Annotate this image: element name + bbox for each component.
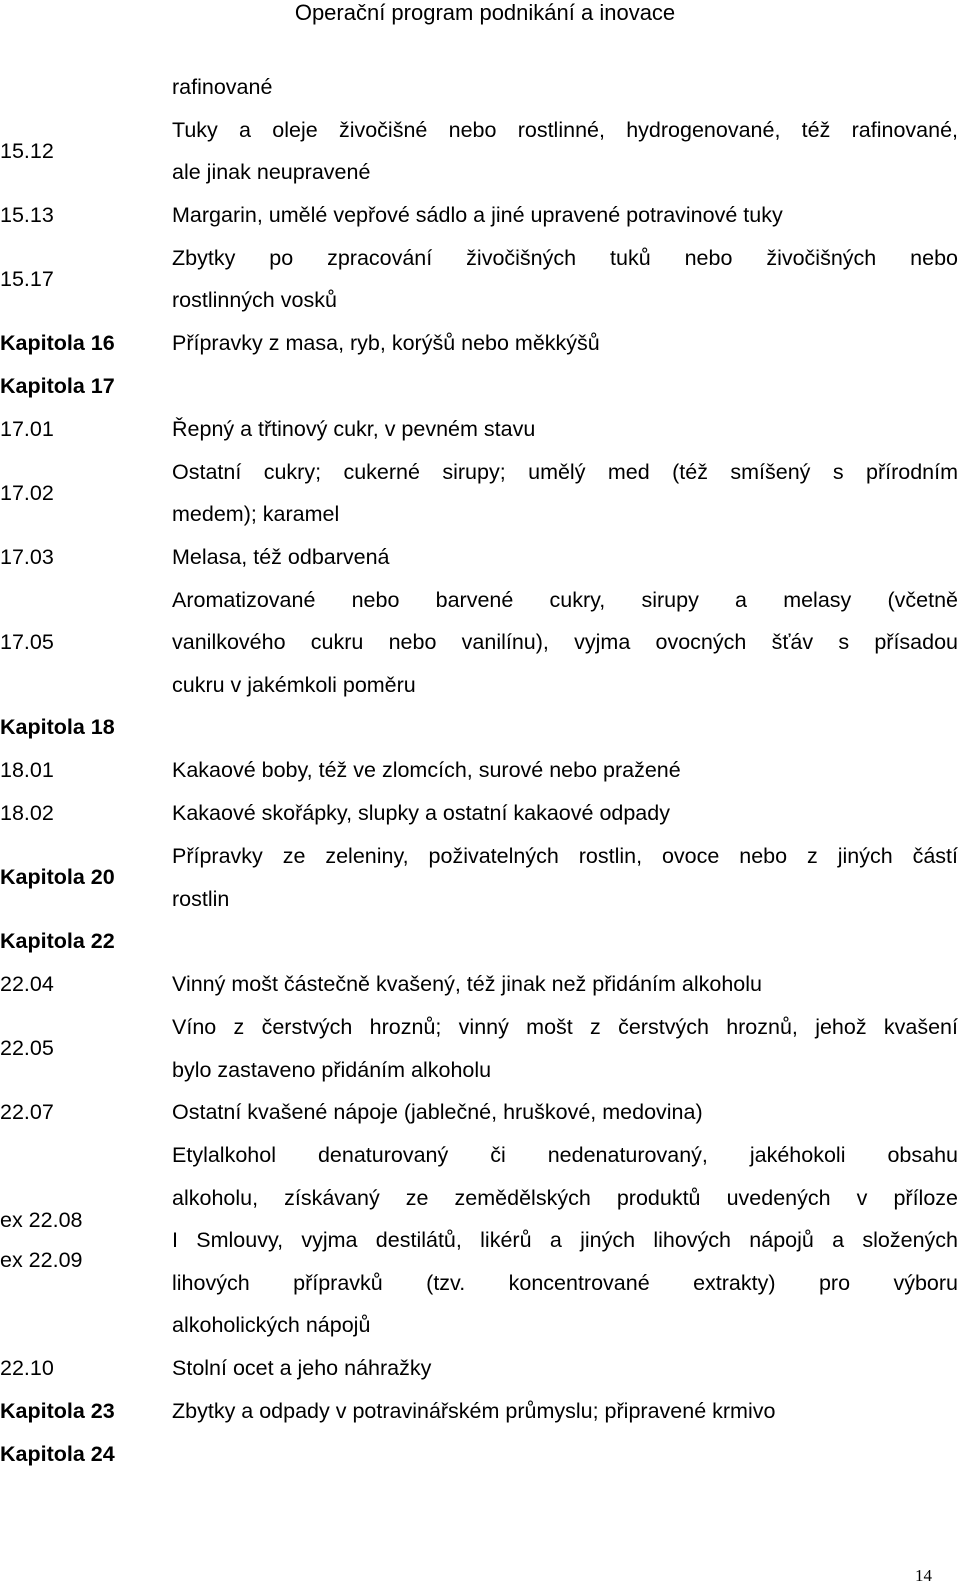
commodity-table — [0, 66, 958, 1476]
description-line: I Smlouvy, vyjma destilátů, likérů a jiných lihových nápojů a složených — [172, 1228, 958, 1252]
item-description — [172, 1347, 958, 1390]
item-description — [172, 322, 958, 365]
item-description — [172, 408, 958, 451]
item-description — [172, 579, 958, 707]
table-row — [0, 1091, 958, 1134]
description-line: alkoholických nápojů — [172, 1313, 371, 1337]
description-line: Kakaové skořápky, slupky a ostatní kakaové odpady — [172, 801, 670, 826]
item-code: 22.07 — [0, 1100, 54, 1124]
item-description — [172, 1390, 958, 1433]
item-description — [172, 835, 958, 920]
table-row — [0, 706, 958, 749]
table-row — [0, 1006, 958, 1091]
table-row — [0, 408, 958, 451]
item-code: 22.10 — [0, 1355, 54, 1380]
table-row — [0, 536, 958, 579]
description-line: Margarin, umělé vepřové sádlo a jiné upravené potravinové tuky — [172, 202, 783, 227]
commodity-table-body — [0, 66, 958, 1476]
description-line: Aromatizované nebo barvené cukry, sirupy a melasy (včetně — [172, 587, 958, 612]
page-header — [0, 0, 960, 26]
item-description — [172, 109, 958, 194]
table-row — [0, 322, 958, 365]
table-row — [0, 1390, 958, 1433]
description-line: cukru v jakémkoli poměru — [172, 672, 416, 697]
description-line: Zbytky a odpady v potravinářském průmyslu; připravené krmivo — [172, 1398, 776, 1423]
description-line: rostlin — [172, 886, 230, 911]
item-description — [172, 365, 958, 408]
item-description — [172, 1134, 958, 1347]
description-line: Zbytky po zpracování živočišných tuků nebo živočišných nebo — [172, 245, 958, 270]
table-row — [0, 1134, 958, 1347]
chapter-label: Kapitola 17 — [0, 373, 115, 398]
item-code-line: ex 22.08 — [0, 1208, 83, 1233]
description-line — [172, 1433, 958, 1476]
item-code: 15.13 — [0, 202, 54, 227]
table-row — [0, 365, 958, 408]
description-line: ale jinak neupravené — [172, 160, 371, 184]
item-description — [172, 1006, 958, 1091]
description-line: bylo zastaveno přidáním alkoholu — [172, 1057, 492, 1082]
chapter-label: Kapitola 20 — [0, 865, 115, 889]
description-line: Přípravky ze zeleniny, poživatelných rostlin, ovoce nebo z jiných částí — [172, 844, 958, 868]
table-row — [0, 451, 958, 536]
description-line: Tuky a oleje živočišné nebo rostlinné, hydrogenované, též rafinované, — [172, 117, 958, 142]
item-code: 17.01 — [0, 416, 54, 441]
description-line: Stolní ocet a jeho náhražky — [172, 1355, 432, 1380]
table-row — [0, 749, 958, 792]
table-row — [0, 579, 958, 707]
description-line: Kakaové boby, též ve zlomcích, surové nebo pražené — [172, 758, 681, 783]
table-row — [0, 792, 958, 835]
item-description — [172, 792, 958, 835]
table-row — [0, 963, 958, 1006]
item-description — [172, 194, 958, 237]
table-row — [0, 1433, 958, 1476]
table-row — [0, 237, 958, 322]
table-row — [0, 920, 958, 963]
item-code: 18.01 — [0, 758, 54, 782]
item-description — [172, 749, 958, 792]
table-row — [0, 1347, 958, 1390]
item-description — [172, 920, 958, 963]
chapter-label: Kapitola 24 — [0, 1441, 115, 1466]
table-row — [0, 109, 958, 194]
description-line: medem); karamel — [172, 502, 340, 526]
item-description — [172, 706, 958, 749]
description-line: rafinované — [172, 75, 273, 99]
description-line: Víno z čerstvých hroznů; vinný mošt z čerstvých hroznů, jehož kvašení — [172, 1015, 958, 1039]
item-description — [172, 963, 958, 1006]
chapter-label: Kapitola 23 — [0, 1398, 115, 1423]
description-line: Ostatní cukry; cukerné sirupy; umělý med (též smíšený s přírodním — [172, 459, 958, 484]
description-line: Vinný mošt částečně kvašený, též jinak než přidáním alkoholu — [172, 972, 762, 997]
item-description — [172, 1091, 958, 1134]
item-code: 17.02 — [0, 480, 54, 505]
item-code: 18.02 — [0, 801, 54, 825]
description-line: alkoholu, získávaný ze zemědělských produktů uvedených v příloze — [172, 1185, 958, 1210]
item-code: 17.05 — [0, 629, 54, 654]
item-description — [172, 451, 958, 536]
description-line: Řepný a třtinový cukr, v pevném stavu — [172, 416, 536, 441]
item-code: 15.17 — [0, 266, 54, 291]
item-description — [172, 237, 958, 322]
item-code — [0, 66, 172, 109]
page-number: 14 — [915, 1566, 932, 1585]
item-description — [172, 536, 958, 579]
table-row — [0, 835, 958, 920]
item-code — [0, 1134, 172, 1347]
item-description — [172, 1433, 958, 1476]
chapter-label: Kapitola 22 — [0, 929, 115, 953]
description-line: Ostatní kvašené nápoje (jablečné, hruškové, medovina) — [172, 1100, 703, 1125]
description-line: Melasa, též odbarvená — [172, 544, 390, 569]
item-code: 15.12 — [0, 138, 54, 163]
table-row — [0, 66, 958, 109]
page-header-title: Operační program podnikání a inovace — [294, 0, 676, 25]
table-row — [0, 194, 958, 237]
description-line — [172, 365, 958, 408]
description-line: lihových přípravků (tzv. koncentrované extrakty) pro výboru — [172, 1270, 958, 1295]
description-line: vanilkového cukru nebo vanilínu), vyjma ovocných šťáv s přísadou — [172, 630, 958, 654]
description-line — [172, 706, 958, 749]
chapter-label: Kapitola 16 — [0, 330, 115, 355]
item-description — [172, 66, 958, 109]
item-code: 22.05 — [0, 1036, 54, 1060]
description-line — [172, 920, 958, 963]
chapter-label: Kapitola 18 — [0, 715, 115, 739]
description-line: Přípravky z masa, ryb, korýšů nebo měkkýšů — [172, 330, 600, 355]
item-code-line: ex 22.09 — [0, 1248, 83, 1273]
description-line: rostlinných vosků — [172, 288, 337, 312]
item-code: 22.04 — [0, 972, 54, 996]
item-code: 17.03 — [0, 544, 54, 569]
description-line: Etylalkohol denaturovaný či nedenaturovaný, jakéhokoli obsahu — [172, 1143, 958, 1167]
